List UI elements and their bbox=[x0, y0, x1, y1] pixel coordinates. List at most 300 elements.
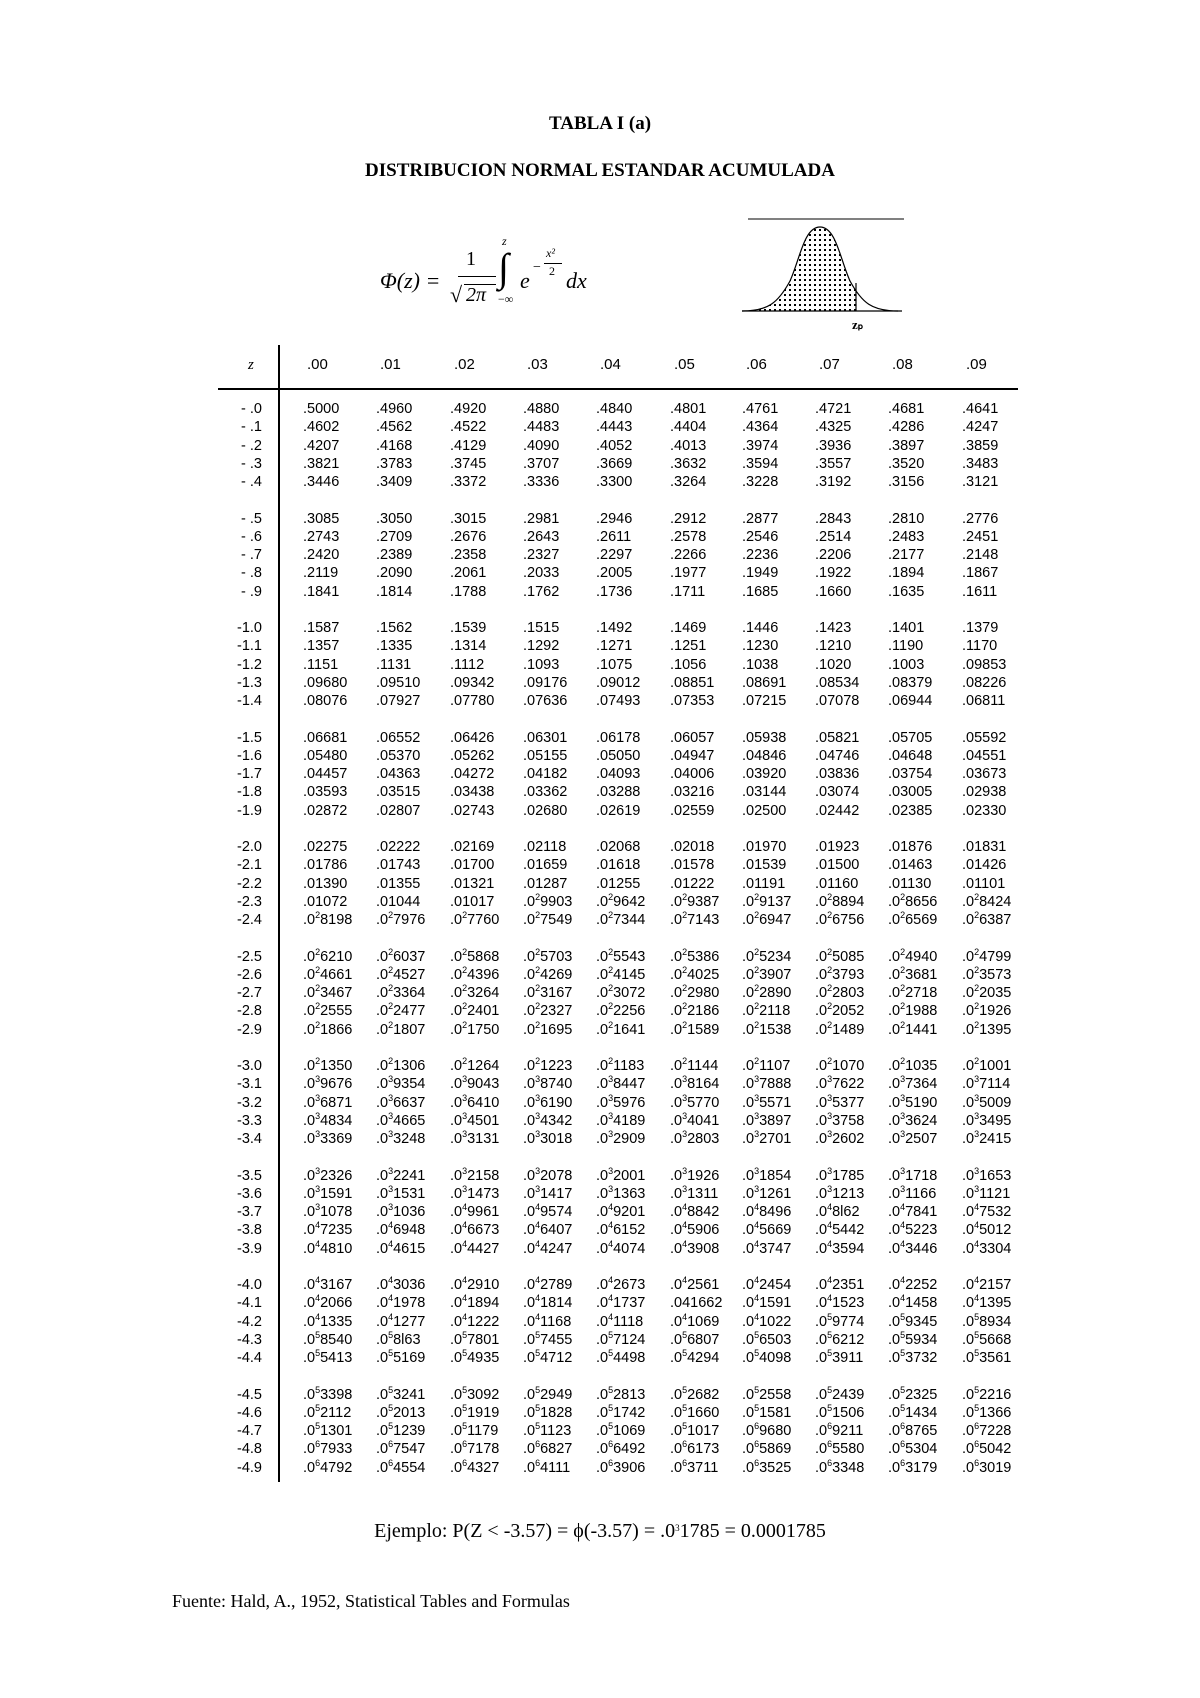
table-cell: .02442 bbox=[815, 802, 860, 819]
formula-base: e bbox=[520, 268, 530, 293]
table-cell: .08534 bbox=[815, 674, 860, 691]
table-cell: .04846 bbox=[742, 747, 787, 764]
table-cell: .07215 bbox=[742, 693, 787, 710]
table-cell: $.0^59774$ bbox=[815, 1311, 865, 1330]
table-cell: .06178 bbox=[596, 729, 641, 746]
table-row bbox=[218, 1130, 1018, 1148]
column-header: .04 bbox=[600, 356, 621, 373]
table-cell: .1660 bbox=[815, 583, 852, 600]
table-cell: .1131 bbox=[376, 656, 412, 673]
table-cell: $.0^21395$ bbox=[962, 1019, 1012, 1038]
table-cell: $.0^33248$ bbox=[376, 1129, 426, 1148]
z-value: -2.4 bbox=[237, 912, 262, 929]
table-cell: $.0^33369$ bbox=[303, 1129, 353, 1148]
table-cell: .01287 bbox=[523, 875, 568, 892]
z-value: -4.5 bbox=[237, 1386, 262, 1403]
table-cell: $.0^22980$ bbox=[670, 983, 720, 1002]
table-row bbox=[218, 692, 1018, 710]
table-cell: .3192 bbox=[815, 474, 852, 491]
column-header: .06 bbox=[746, 356, 767, 373]
table-cell: .2611 bbox=[596, 528, 632, 545]
table-cell: $.0^27344$ bbox=[596, 910, 646, 929]
table-cell: $.0^21107$ bbox=[742, 1056, 791, 1074]
z-value: -4.7 bbox=[237, 1423, 262, 1440]
z-value: -1.8 bbox=[237, 784, 262, 801]
table-cell: .09510 bbox=[376, 674, 421, 691]
table-cell: $.0^42351$ bbox=[815, 1275, 865, 1293]
table-cell: .03005 bbox=[888, 784, 933, 801]
table-cell: .2389 bbox=[376, 547, 413, 564]
table-cell: $.0^23264$ bbox=[450, 983, 500, 1002]
table-cell: .2297 bbox=[596, 547, 633, 564]
table-cell: $.0^54712$ bbox=[523, 1348, 573, 1367]
table-cell: .1230 bbox=[742, 638, 779, 655]
table-cell: $.0^43036$ bbox=[376, 1275, 426, 1293]
z-value: -1.3 bbox=[237, 674, 262, 691]
z-value: -2.6 bbox=[237, 966, 262, 983]
table-cell: $.0^56503$ bbox=[742, 1329, 792, 1348]
table-cell: $.0^43594$ bbox=[815, 1238, 865, 1257]
table-cell: $.0^31531$ bbox=[376, 1183, 426, 1202]
table-cell: .07780 bbox=[450, 693, 495, 710]
table-cell: $.0^28894$ bbox=[815, 891, 865, 910]
table-cell: $.0^31121$ bbox=[962, 1183, 1011, 1202]
table-cell: $.0^51239$ bbox=[376, 1421, 426, 1440]
table-cell: .2327 bbox=[523, 547, 560, 564]
table-cell: $.0^32507$ bbox=[888, 1129, 938, 1148]
table-cell: .2358 bbox=[450, 547, 487, 564]
table-cell: $.0^23793$ bbox=[815, 964, 865, 983]
table-cell: $.0^44615$ bbox=[376, 1238, 426, 1257]
table-cell: .1112 bbox=[450, 656, 485, 673]
z-value: -4.3 bbox=[237, 1331, 262, 1348]
table-cell: $.0^53732$ bbox=[888, 1348, 938, 1367]
table-cell: .1611 bbox=[962, 583, 998, 600]
table-cell: .02068 bbox=[596, 839, 641, 855]
table-cell: $.0^31311$ bbox=[670, 1183, 719, 1202]
table-cell: .1271 bbox=[596, 638, 633, 655]
table-cell: .3264 bbox=[670, 474, 707, 491]
table-cell: .01072 bbox=[303, 893, 348, 910]
table-row bbox=[218, 1276, 1018, 1294]
table-cell: $.0^47532$ bbox=[962, 1202, 1012, 1221]
table-cell: $.0^51660$ bbox=[670, 1402, 720, 1421]
table-cell: $.0^32909$ bbox=[596, 1129, 646, 1148]
table-cell: $.0^64327$ bbox=[450, 1457, 500, 1476]
table-cell: $.0^69680$ bbox=[742, 1421, 792, 1440]
table-cell: $.0^64792$ bbox=[303, 1457, 353, 1476]
table-cell: $.0^65042$ bbox=[962, 1439, 1012, 1458]
table-row bbox=[218, 966, 1018, 984]
sqrt-sign: √ bbox=[450, 282, 463, 307]
table-cell: .08076 bbox=[303, 693, 348, 710]
table-cell: $.0^52013$ bbox=[376, 1402, 426, 1421]
table-cell: .1093 bbox=[523, 656, 560, 673]
table-cell: .01659 bbox=[523, 857, 568, 874]
table-cell: $.0^51919$ bbox=[450, 1402, 500, 1421]
table-cell: .1949 bbox=[742, 565, 779, 582]
table-cell: .2119 bbox=[303, 565, 339, 582]
z-value: -4.1 bbox=[237, 1295, 262, 1312]
table-cell: .2912 bbox=[670, 510, 707, 527]
table-cell: .01700 bbox=[450, 857, 495, 874]
integral-lower: −∞ bbox=[498, 292, 514, 306]
table-row bbox=[218, 747, 1018, 765]
table-cell: $.0^27760$ bbox=[450, 910, 500, 929]
table-cell: $.0^29387$ bbox=[670, 891, 720, 910]
table-row bbox=[218, 1331, 1018, 1349]
table-cell: .02743 bbox=[450, 802, 495, 819]
table-cell: $.0^38164$ bbox=[670, 1074, 720, 1093]
table-cell: $.0^25868$ bbox=[450, 946, 500, 965]
table-cell: $.0^58540$ bbox=[303, 1329, 353, 1348]
table-row bbox=[218, 948, 1018, 966]
table-cell: $.0^24527$ bbox=[376, 964, 426, 983]
table-row bbox=[218, 1294, 1018, 1312]
table-cell: .2843 bbox=[815, 510, 852, 527]
table-cell: $.0^31417$ bbox=[523, 1183, 573, 1202]
table-cell: $.0^23573$ bbox=[962, 964, 1012, 983]
table-cell: .01618 bbox=[596, 857, 641, 874]
table-cell: .01321 bbox=[450, 875, 495, 892]
table-cell: .1562 bbox=[376, 620, 413, 636]
table-cell: $.0^22401$ bbox=[450, 1001, 500, 1020]
formula-lhs: Φ(z) = bbox=[380, 268, 441, 293]
z-value: -3.2 bbox=[237, 1094, 262, 1111]
table-cell: .3520 bbox=[888, 455, 925, 472]
table-cell: .05050 bbox=[596, 747, 641, 764]
table-cell: .2451 bbox=[962, 528, 999, 545]
table-cell: .04551 bbox=[962, 747, 1007, 764]
table-cell: .02018 bbox=[670, 839, 715, 855]
table-cell: $.0^21223$ bbox=[523, 1056, 573, 1074]
table-cell: $.0^63179$ bbox=[888, 1457, 938, 1476]
table-cell: $.0^33758$ bbox=[815, 1110, 865, 1129]
z-value: -3.8 bbox=[237, 1222, 262, 1239]
table-row bbox=[218, 1404, 1018, 1422]
table-cell: .1020 bbox=[815, 656, 852, 673]
table-cell: .1736 bbox=[596, 583, 633, 600]
table-cell: .01500 bbox=[815, 857, 860, 874]
column-header: .08 bbox=[892, 356, 913, 373]
table-cell: $.0^42910$ bbox=[450, 1275, 500, 1293]
table-cell: $.0^38740$ bbox=[523, 1074, 573, 1093]
z-value: -4.6 bbox=[237, 1404, 262, 1421]
table-cell: $.0^35009$ bbox=[962, 1092, 1012, 1111]
z-value: -1.0 bbox=[237, 620, 262, 636]
table-cell: $.0^34342$ bbox=[523, 1110, 573, 1129]
table-cell: .01539 bbox=[742, 857, 787, 874]
table-cell: .06811 bbox=[962, 693, 1006, 710]
table-cell: .2643 bbox=[523, 528, 560, 545]
table-cell: $.0^38447$ bbox=[596, 1074, 646, 1093]
z-value: -3.9 bbox=[237, 1240, 262, 1257]
table-cell: .4325 bbox=[815, 419, 852, 436]
table-cell: $.0^26756$ bbox=[815, 910, 865, 929]
table-cell: .1788 bbox=[450, 583, 487, 600]
table-cell: $.0^24661$ bbox=[303, 964, 353, 983]
table-cell: $.0^31078$ bbox=[303, 1202, 353, 1221]
table-cell: .02680 bbox=[523, 802, 568, 819]
table-cell: $.0^41118$ bbox=[596, 1311, 644, 1330]
formula-dx: dx bbox=[566, 268, 587, 293]
table-row bbox=[218, 528, 1018, 546]
z-value: -2.5 bbox=[237, 948, 262, 965]
table-cell: $.0^53561$ bbox=[962, 1348, 1012, 1367]
z-value: -3.3 bbox=[237, 1112, 262, 1129]
table-cell: .01044 bbox=[376, 893, 421, 910]
table-row bbox=[218, 674, 1018, 692]
table-cell: .2676 bbox=[450, 528, 487, 545]
table-cell: .3121 bbox=[962, 474, 999, 491]
table-cell: .04363 bbox=[376, 766, 421, 783]
table-cell: $.0^27976$ bbox=[376, 910, 426, 929]
table-row bbox=[218, 875, 1018, 893]
table-cell: .02169 bbox=[450, 839, 495, 855]
table-cell: $.0^29642$ bbox=[596, 891, 646, 910]
table-cell: .04648 bbox=[888, 747, 933, 764]
table-cell: $.0^46948$ bbox=[376, 1220, 426, 1239]
table-row bbox=[218, 1459, 1018, 1477]
table-cell: .1056 bbox=[670, 656, 707, 673]
table-cell: .3669 bbox=[596, 455, 633, 472]
table-cell: .03836 bbox=[815, 766, 860, 783]
normal-curve-diagram bbox=[738, 213, 906, 317]
table-cell: $.0^31653$ bbox=[962, 1165, 1012, 1184]
table-cell: $.0^24269$ bbox=[523, 964, 573, 983]
z-value: -2.3 bbox=[237, 893, 262, 910]
z-value: - .7 bbox=[241, 547, 262, 564]
table-cell: .4247 bbox=[962, 419, 999, 436]
table-cell: $.0^21070$ bbox=[815, 1056, 865, 1074]
table-row bbox=[218, 583, 1018, 601]
table-cell: .1492 bbox=[596, 620, 633, 636]
table-cell: $.0^33131$ bbox=[450, 1129, 500, 1148]
table-cell: $.0^46673$ bbox=[450, 1220, 500, 1239]
table-cell: .05262 bbox=[450, 747, 495, 764]
table-row bbox=[218, 619, 1018, 637]
table-cell: $.0^32001$ bbox=[596, 1165, 646, 1184]
table-row bbox=[218, 1167, 1018, 1185]
table-cell: $.0^21350$ bbox=[303, 1056, 353, 1074]
table-cell: $.0^64111$ bbox=[523, 1457, 571, 1476]
table-cell: $.0^37622$ bbox=[815, 1074, 865, 1093]
table-cell: $.0^33495$ bbox=[962, 1110, 1012, 1129]
table-row bbox=[218, 1221, 1018, 1239]
table-cell: $.0^31036$ bbox=[376, 1202, 426, 1221]
z-value: -1.4 bbox=[237, 693, 262, 710]
table-cell: .1515 bbox=[523, 620, 560, 636]
table-cell: .1635 bbox=[888, 583, 925, 600]
table-cell: .4168 bbox=[376, 437, 413, 454]
table-cell: $.0^65580$ bbox=[815, 1439, 865, 1458]
table-cell: $.0^29137$ bbox=[742, 891, 792, 910]
table-cell: .2877 bbox=[742, 510, 779, 527]
table-cell: .05370 bbox=[376, 747, 421, 764]
table-cell: $.0^52439$ bbox=[815, 1384, 865, 1403]
z-value: - .0 bbox=[241, 401, 262, 417]
table-cell: $.0^21589$ bbox=[670, 1019, 720, 1038]
table-cell: $.0^23072$ bbox=[596, 983, 646, 1002]
table-cell: .01222 bbox=[670, 875, 715, 892]
table-cell: $.0^41395$ bbox=[962, 1293, 1012, 1312]
formula-denominator: 2π bbox=[466, 284, 487, 306]
z-value: -3.1 bbox=[237, 1076, 262, 1093]
table-cell: $.0^67933$ bbox=[303, 1439, 353, 1458]
table-cell: .2206 bbox=[815, 547, 852, 564]
table-cell: .3372 bbox=[450, 474, 487, 491]
table-cell: $.0^32241$ bbox=[376, 1165, 426, 1184]
table-cell: .3897 bbox=[888, 437, 925, 454]
table-cell: $.0^36637$ bbox=[376, 1092, 426, 1111]
table-cell: $.0^67228$ bbox=[962, 1421, 1012, 1440]
table-cell: .4920 bbox=[450, 401, 487, 417]
table-cell: $.0^35571$ bbox=[742, 1092, 792, 1111]
z-value: - .9 bbox=[241, 583, 262, 600]
z-value: -2.8 bbox=[237, 1003, 262, 1020]
table-row bbox=[218, 1112, 1018, 1130]
z-value: -3.5 bbox=[237, 1167, 262, 1184]
table-cell: .01578 bbox=[670, 857, 715, 874]
table-cell: .03074 bbox=[815, 784, 860, 801]
table-row bbox=[218, 637, 1018, 655]
table-cell: .1401 bbox=[888, 620, 925, 636]
table-cell: .03515 bbox=[376, 784, 421, 801]
column-header: .02 bbox=[454, 356, 475, 373]
table-cell: .06426 bbox=[450, 729, 495, 746]
table-cell: .2090 bbox=[376, 565, 413, 582]
shaded-area bbox=[742, 227, 898, 311]
table-cell: .08691 bbox=[742, 674, 787, 691]
table-cell: $.0^51179$ bbox=[450, 1421, 499, 1440]
table-cell: $.0^36410$ bbox=[450, 1092, 500, 1111]
table-cell: $.0^56807$ bbox=[670, 1329, 720, 1348]
table-cell: .2177 bbox=[888, 547, 925, 564]
table-cell: $.0^22555$ bbox=[303, 1001, 353, 1020]
table-cell: .3336 bbox=[523, 474, 560, 491]
table-cell: $.0^52325$ bbox=[888, 1384, 938, 1403]
table-cell: .03673 bbox=[962, 766, 1007, 783]
table-cell: $.0^28656$ bbox=[888, 891, 938, 910]
table-cell: $.0^41591$ bbox=[742, 1293, 792, 1312]
table-cell: .09342 bbox=[450, 674, 495, 691]
z-value: -3.4 bbox=[237, 1131, 262, 1148]
table-cell: .2033 bbox=[523, 565, 560, 582]
table-cell: .03216 bbox=[670, 784, 715, 801]
table-cell: .1251 bbox=[670, 638, 707, 655]
table-cell: $.0^42157$ bbox=[962, 1275, 1012, 1293]
table-cell: $.0^35377$ bbox=[815, 1092, 865, 1111]
z-value: - .4 bbox=[241, 474, 262, 491]
table-cell: .04947 bbox=[670, 747, 715, 764]
table-cell: .3409 bbox=[376, 474, 413, 491]
table-cell: $.0^42252$ bbox=[888, 1275, 938, 1293]
table-row bbox=[218, 729, 1018, 747]
table-cell: $.0^43908$ bbox=[670, 1238, 720, 1257]
table-cell: $.0^53911$ bbox=[815, 1348, 864, 1367]
table-cell: .3156 bbox=[888, 474, 925, 491]
table-cell: $.0^34665$ bbox=[376, 1110, 426, 1129]
table-cell: $.0^32158$ bbox=[450, 1165, 500, 1184]
table-cell: .3050 bbox=[376, 510, 413, 527]
table-cell: .1210 bbox=[815, 638, 852, 655]
table-cell: $.0^51506$ bbox=[815, 1402, 865, 1421]
table-cell: .1977 bbox=[670, 565, 707, 582]
table-cell: .2743 bbox=[303, 528, 340, 545]
table-cell: .06057 bbox=[670, 729, 715, 746]
table-row bbox=[218, 1057, 1018, 1075]
table-cell: $.0^51017$ bbox=[670, 1421, 720, 1440]
table-cell: $.0^33897$ bbox=[742, 1110, 792, 1129]
table-cell: .01255 bbox=[596, 875, 641, 892]
table-cell: $.0^45442$ bbox=[815, 1220, 865, 1239]
table-cell: .4721 bbox=[815, 401, 852, 417]
table-cell: $.0^33018$ bbox=[523, 1129, 573, 1148]
column-header: .03 bbox=[527, 356, 548, 373]
table-row bbox=[218, 510, 1018, 528]
table-cell: .2776 bbox=[962, 510, 999, 527]
table-cell: .04093 bbox=[596, 766, 641, 783]
table-cell: $.0^41458$ bbox=[888, 1293, 938, 1312]
table-cell: .4761 bbox=[742, 401, 779, 417]
table-cell: $.0^45669$ bbox=[742, 1220, 792, 1239]
table-cell: $.0^43167$ bbox=[303, 1275, 353, 1293]
table-row bbox=[218, 856, 1018, 874]
table-cell: $.0^36190$ bbox=[523, 1092, 573, 1111]
table-cell: $.0^54935$ bbox=[450, 1348, 500, 1367]
table-cell: .1446 bbox=[742, 620, 779, 636]
table-cell: .07353 bbox=[670, 693, 715, 710]
table-cell: .3821 bbox=[303, 455, 340, 472]
table-cell: .09012 bbox=[596, 674, 641, 691]
table-cell: $.0^41277$ bbox=[376, 1311, 426, 1330]
table-cell: $.0^22256$ bbox=[596, 1001, 646, 1020]
table-cell: $.0^32326$ bbox=[303, 1165, 353, 1184]
table-row bbox=[218, 1075, 1018, 1093]
z-value: -4.4 bbox=[237, 1350, 262, 1367]
table-cell: .02500 bbox=[742, 802, 787, 819]
table-cell: $.0^42789$ bbox=[523, 1275, 573, 1293]
table-cell: $.0^51434$ bbox=[888, 1402, 938, 1421]
table-cell: $.0^55668$ bbox=[962, 1329, 1012, 1348]
table-cell: $.0^67178$ bbox=[450, 1439, 500, 1458]
table-subtitle: DISTRIBUCION NORMAL ESTANDAR ACUMULADA bbox=[365, 160, 835, 181]
z-value: -1.5 bbox=[237, 729, 262, 746]
exp-numerator: x² bbox=[546, 246, 555, 260]
table-cell: $.0^22803$ bbox=[815, 983, 865, 1002]
table-cell: $.0^52949$ bbox=[523, 1384, 573, 1403]
table-cell: $.0^53398$ bbox=[303, 1384, 353, 1403]
table-cell: $.0^68765$ bbox=[888, 1421, 938, 1440]
exp-minus: − bbox=[533, 260, 541, 275]
table-cell: .06681 bbox=[303, 729, 348, 746]
table-cell: $.0^66173$ bbox=[670, 1439, 720, 1458]
table-cell: $.0^54294$ bbox=[670, 1348, 720, 1367]
table-cell: .02330 bbox=[962, 802, 1007, 819]
table-cell: .2546 bbox=[742, 528, 779, 545]
table-cell: .02275 bbox=[303, 839, 348, 855]
table-cell: .4286 bbox=[888, 419, 925, 436]
table-cell: $.0^37364$ bbox=[888, 1074, 938, 1093]
table-cell: $.0^41978$ bbox=[376, 1293, 426, 1312]
z-value: - .2 bbox=[241, 437, 262, 454]
table-cell: .05821 bbox=[815, 729, 860, 746]
table-cell: $.0^22477$ bbox=[376, 1001, 426, 1020]
table-row bbox=[218, 564, 1018, 582]
table-cell: $.0^21441$ bbox=[888, 1019, 938, 1038]
table-cell: .08379 bbox=[888, 674, 933, 691]
table-cell: .3228 bbox=[742, 474, 779, 491]
